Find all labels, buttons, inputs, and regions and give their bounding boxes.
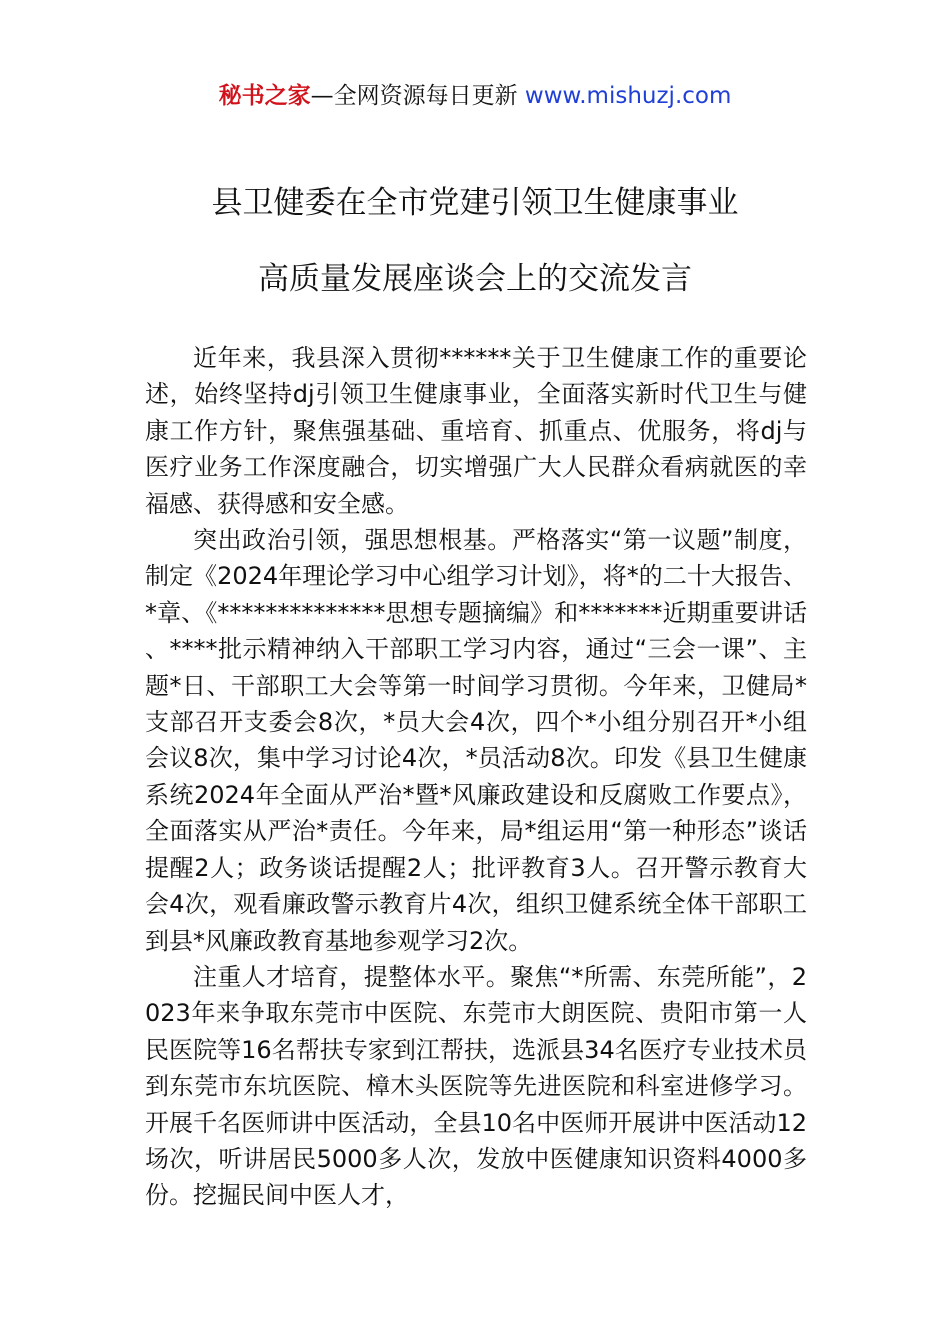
site-brand[interactable]: 秘书之家 bbox=[218, 83, 311, 109]
site-url-link[interactable]: www.mishuzj.com bbox=[524, 83, 732, 109]
site-tagline: —全网资源每日更新 bbox=[310, 83, 518, 109]
paragraph-talent-cultivation: 注重人才培育，提整体水平。聚焦“*所需、东莞所能”，2023年来争取东莞市中医院、东莞市大朗医院、贵阳市第一人民医院等16名帮扶专家到江帮扶，选派县34名医疗专业技术员到东莞市东坑医院、樟木头医院等先进医院和科室进修学习。开展千名医师讲中医活动，全县10名中医师开展讲中医活动12场次，听讲居民5000多人次，发放中医健康知识资料4000多份。挖掘民间中医人才， bbox=[145, 962, 807, 1210]
title-line-2: 高质量发展座谈会上的交流发言 bbox=[258, 261, 692, 297]
document-body bbox=[145, 340, 807, 1214]
paragraph-intro: 近年来，我县深入贯彻******关于卫生健康工作的重要论述，始终坚持dj引领卫生健康事业，全面落实新时代卫生与健康工作方针，聚焦强基础、重培育、抓重点、优服务，将dj与医疗业务工作深度融合，切实增强广大人民群众看病就医的幸福感、获得感和安全感。 bbox=[145, 344, 807, 518]
title-line-1: 县卫健委在全市党建引领卫生健康事业 bbox=[211, 185, 739, 221]
site-header bbox=[0, 78, 950, 114]
document-title bbox=[0, 178, 950, 304]
paragraph-political-guidance: 突出政治引领，强思想根基。严格落实“第一议题”制度，制定《2024年理论学习中心组学习计划》，将*的二十大报告、*章、《**************思想专题摘编》和*******近期重要讲话、****批示精神纳入干部职工学习内容，通过“三会一课”、主题*日、干部职工大会等第一时间学习贯彻。今年来，卫健局*支部召开支委会8次，*员大会4次，四个*小组分别召开*小组会议8次，集中学习讨论4次，*员活动8次。印发《县卫生健康系统2024年全面从严治*暨*风廉政建设和反腐败工作要点》，全面落实从严治*责任。今年来，局*组运用“第一种形态”谈话提醒2人；政务谈话提醒2人；批评教育3人。召开警示教育大会4次，观看廉政警示教育片4次，组织卫健系统全体干部职工到县*风廉政教育基地参观学习2次。 bbox=[145, 526, 807, 955]
